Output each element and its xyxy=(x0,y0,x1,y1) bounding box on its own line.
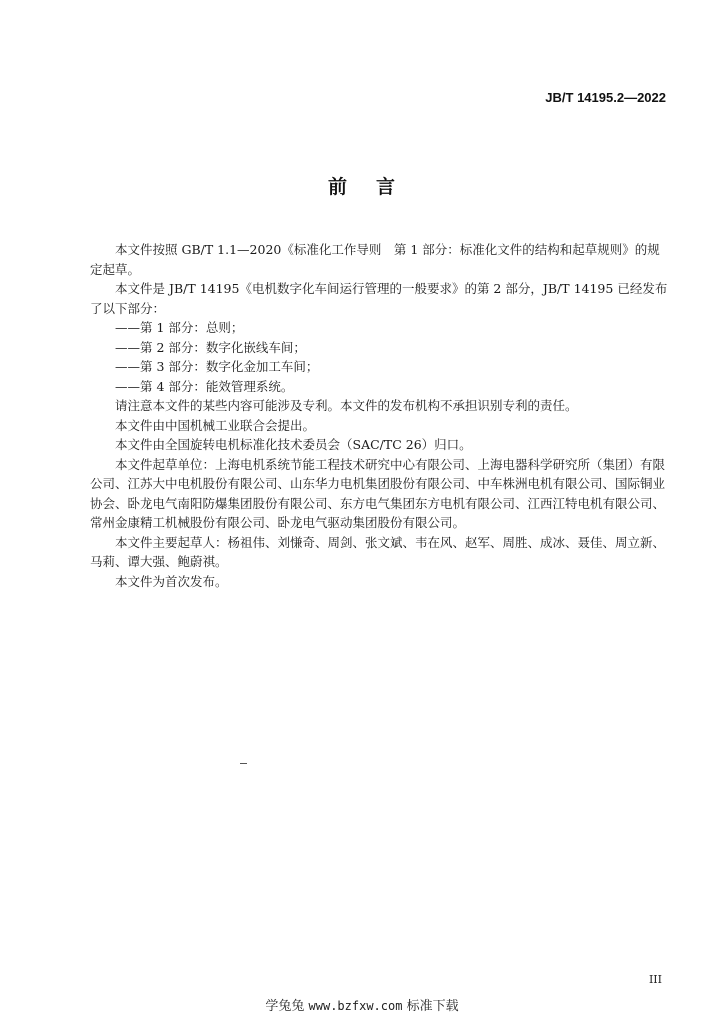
list-item-part-2: ——第 2 部分：数字化嵌线车间； xyxy=(115,339,306,355)
title-char-2: 言 xyxy=(376,176,397,198)
watermark-url-link[interactable]: www.bzfxw.com xyxy=(308,999,403,1013)
watermark-footer xyxy=(0,995,724,1014)
standard-number: JB/T 14195.2—2022 xyxy=(545,90,666,105)
page-title xyxy=(0,172,724,199)
patent-notice-paragraph: 请注意本文件的某些内容可能涉及专利。本文件的发布机构不承担识别专利的责任。 xyxy=(115,398,578,413)
stray-dash-mark xyxy=(240,763,247,764)
title-char-1: 前 xyxy=(327,176,348,198)
watermark-site-name: 学兔兔 xyxy=(265,999,305,1014)
drafting-rules-paragraph: 本文件按照 GB/T 1.1—2020《标准化工作导则 第 1 部分：标准化文件的结构和起草规则》的规定起草。 xyxy=(90,242,660,277)
foreword-body xyxy=(90,240,670,591)
committee-paragraph: 本文件由全国旋转电机标准化技术委员会（SAC/TC 26）归口。 xyxy=(115,437,472,452)
proposer-paragraph: 本文件由中国机械工业联合会提出。 xyxy=(115,417,316,433)
list-item-part-4: ——第 4 部分：能效管理系统。 xyxy=(115,378,294,394)
series-parts-paragraph: 本文件是 JB/T 14195《电机数字化车间运行管理的一般要求》的第 2 部分，JB/T 14195 已经发布了以下部分： xyxy=(90,281,668,316)
watermark-tagline: 标准下载 xyxy=(406,999,459,1014)
page-number: III xyxy=(648,973,662,986)
first-issue-paragraph: 本文件为首次发布。 xyxy=(115,573,228,589)
drafters-paragraph: 本文件主要起草人：杨祖伟、刘慊奇、周剑、张文斌、韦在风、赵军、周胜、成冰、聂佳、周立新、马莉、谭大强、鲍蔚祺。 xyxy=(90,534,666,569)
list-item-part-1: ——第 1 部分：总则； xyxy=(115,320,244,335)
list-item-part-3: ——第 3 部分：数字化金加工车间； xyxy=(115,359,319,374)
drafting-units-paragraph: 本文件起草单位：上海电机系统节能工程技术研究中心有限公司、上海电器科学研究所（集团）有限公司、江苏大中电机股份有限公司、山东华力电机集团股份有限公司、中车株洲电机有限公司、国际铜业协会、卧龙电气南阳防爆集团股份有限公司、东方电气集团东方电机有限公司、江西江特电机有限公司、常州金康精工机械股份有限公司、卧龙电气驱动集团股份有限公司。 xyxy=(90,456,666,530)
